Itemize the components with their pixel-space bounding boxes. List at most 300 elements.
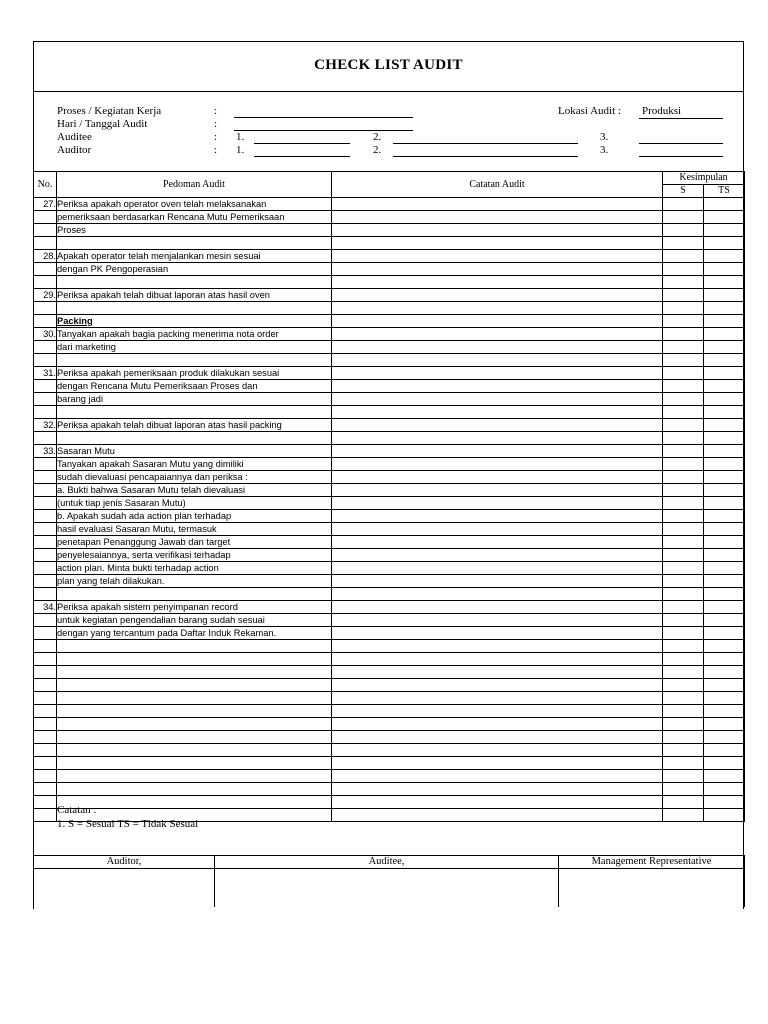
auditor-field-2[interactable] [393, 145, 578, 157]
s-checkbox-cell[interactable] [663, 770, 704, 783]
s-checkbox-cell[interactable] [663, 796, 704, 809]
ts-checkbox-cell[interactable] [704, 250, 745, 263]
ts-checkbox-cell[interactable] [704, 809, 745, 822]
auditee-field-3[interactable] [639, 132, 723, 144]
s-checkbox-cell[interactable] [663, 419, 704, 432]
ts-checkbox-cell[interactable] [704, 302, 745, 315]
pedoman-cell [57, 705, 332, 718]
ts-checkbox-cell[interactable] [704, 783, 745, 796]
pedoman-cell: Periksa apakah telah dibuat laporan atas hasil packing [57, 419, 332, 432]
catatan-cell[interactable] [332, 458, 663, 471]
s-checkbox-cell[interactable] [663, 276, 704, 289]
auditor-field-3[interactable] [639, 145, 723, 157]
catatan-cell[interactable] [332, 523, 663, 536]
ts-checkbox-cell[interactable] [704, 445, 745, 458]
row-number: 34. [34, 601, 57, 614]
catatan-cell[interactable] [332, 718, 663, 731]
s-checkbox-cell[interactable] [663, 536, 704, 549]
table-row [34, 588, 745, 601]
ts-checkbox-cell[interactable] [704, 276, 745, 289]
catatan-cell[interactable] [332, 302, 663, 315]
audit-checklist-page [33, 41, 744, 921]
s-checkbox-cell[interactable] [663, 757, 704, 770]
hari-field[interactable] [234, 119, 413, 131]
pedoman-cell: Tanyakan apakah bagia packing menerima nota order [57, 328, 332, 341]
signature-table [33, 855, 745, 907]
auditee-label: Auditee [57, 131, 92, 143]
row-number: 28. [34, 250, 57, 263]
s-checkbox-cell[interactable] [663, 263, 704, 276]
s-checkbox-cell[interactable] [663, 679, 704, 692]
table-row [34, 237, 745, 250]
s-checkbox-cell[interactable] [663, 406, 704, 419]
s-checkbox-cell[interactable] [663, 562, 704, 575]
table-row [34, 432, 745, 445]
row-number [34, 224, 57, 237]
pedoman-cell: penyelesaiannya, serta verifikasi terhadap [57, 549, 332, 562]
pedoman-cell [57, 718, 332, 731]
s-checkbox-cell[interactable] [663, 601, 704, 614]
pedoman-cell: Periksa apakah pemeriksaan produk dilakukan sesuai [57, 367, 332, 380]
pedoman-cell [57, 406, 332, 419]
pedoman-cell [57, 692, 332, 705]
pedoman-cell: hasil evaluasi Sasaran Mutu, termasuk [57, 523, 332, 536]
table-row [34, 367, 745, 380]
s-checkbox-cell[interactable] [663, 367, 704, 380]
catatan-cell[interactable] [332, 237, 663, 250]
row-number: 31. [34, 367, 57, 380]
catatan-cell[interactable] [332, 588, 663, 601]
catatan-cell[interactable] [332, 796, 663, 809]
table-row [34, 783, 745, 796]
auditor-num-3: 3. [600, 144, 609, 156]
s-checkbox-cell[interactable] [663, 523, 704, 536]
s-checkbox-cell[interactable] [663, 731, 704, 744]
ts-checkbox-cell[interactable] [704, 796, 745, 809]
catatan-cell[interactable] [332, 640, 663, 653]
row-number: 27. [34, 198, 57, 211]
ts-checkbox-cell[interactable] [704, 770, 745, 783]
row-number: 30. [34, 328, 57, 341]
s-checkbox-cell[interactable] [663, 575, 704, 588]
row-number [34, 341, 57, 354]
catatan-cell[interactable] [332, 380, 663, 393]
header-catatan: Catatan Audit [332, 172, 663, 198]
row-number: 33. [34, 445, 57, 458]
ts-checkbox-cell[interactable] [704, 432, 745, 445]
catatan-cell[interactable] [332, 679, 663, 692]
auditor-num-2: 2. [373, 144, 382, 156]
table-row [34, 198, 745, 211]
catatan-cell[interactable] [332, 445, 663, 458]
catatan-cell[interactable] [332, 809, 663, 822]
catatan-cell[interactable] [332, 627, 663, 640]
ts-checkbox-cell[interactable] [704, 289, 745, 302]
ts-checkbox-cell[interactable] [704, 341, 745, 354]
catatan-cell[interactable] [332, 198, 663, 211]
pedoman-cell [57, 354, 332, 367]
signature-auditee-label: Auditee, [215, 856, 559, 869]
row-number [34, 666, 57, 679]
notes-legend: 1. S = Sesuai TS = Tidak Sesuai [57, 818, 199, 830]
s-checkbox-cell[interactable] [663, 445, 704, 458]
pedoman-cell: a. Bukti bahwa Sasaran Mutu telah dievaluasi [57, 484, 332, 497]
pedoman-cell: sudah dievaluasi pencapaiannya dan periksa : [57, 471, 332, 484]
ts-checkbox-cell[interactable] [704, 263, 745, 276]
s-checkbox-cell[interactable] [663, 328, 704, 341]
s-checkbox-cell[interactable] [663, 484, 704, 497]
pedoman-cell: (untuk tiap jenis Sasaran Mutu) [57, 497, 332, 510]
catatan-cell[interactable] [332, 289, 663, 302]
catatan-cell[interactable] [332, 536, 663, 549]
catatan-cell[interactable] [332, 757, 663, 770]
page-title: CHECK LIST AUDIT [314, 57, 463, 73]
s-checkbox-cell[interactable] [663, 289, 704, 302]
row-number [34, 393, 57, 406]
table-row [34, 510, 745, 523]
row-number [34, 497, 57, 510]
pedoman-cell [57, 796, 332, 809]
auditee-field-1[interactable] [254, 132, 350, 144]
s-checkbox-cell[interactable] [663, 354, 704, 367]
table-row [34, 380, 745, 393]
catatan-cell[interactable] [332, 328, 663, 341]
catatan-cell[interactable] [332, 432, 663, 445]
catatan-cell[interactable] [332, 211, 663, 224]
pedoman-cell: Periksa apakah telah dibuat laporan atas hasil oven [57, 289, 332, 302]
auditor-colon: : [214, 144, 218, 156]
s-checkbox-cell[interactable] [663, 471, 704, 484]
table-row [34, 471, 745, 484]
ts-checkbox-cell[interactable] [704, 588, 745, 601]
ts-checkbox-cell[interactable] [704, 601, 745, 614]
ts-checkbox-cell[interactable] [704, 627, 745, 640]
ts-checkbox-cell[interactable] [704, 354, 745, 367]
catatan-cell[interactable] [332, 744, 663, 757]
row-number [34, 614, 57, 627]
table-row [34, 393, 745, 406]
table-row [34, 692, 745, 705]
s-checkbox-cell[interactable] [663, 341, 704, 354]
proses-colon: : [214, 105, 218, 117]
ts-checkbox-cell[interactable] [704, 562, 745, 575]
signature-auditor-box[interactable] [34, 869, 215, 908]
table-row [34, 575, 745, 588]
table-row [34, 666, 745, 679]
row-number [34, 302, 57, 315]
row-number [34, 211, 57, 224]
ts-checkbox-cell[interactable] [704, 523, 745, 536]
ts-checkbox-cell[interactable] [704, 718, 745, 731]
notes-label: Catatan : [57, 804, 97, 816]
catatan-cell[interactable] [332, 692, 663, 705]
pedoman-cell [57, 237, 332, 250]
row-number [34, 237, 57, 250]
row-number [34, 510, 57, 523]
table-row [34, 445, 745, 458]
row-number [34, 770, 57, 783]
proses-field[interactable] [234, 106, 413, 118]
table-row [34, 770, 745, 783]
pedoman-cell: dengan yang tercantum pada Daftar Induk Rekaman. [57, 627, 332, 640]
row-number [34, 783, 57, 796]
catatan-cell[interactable] [332, 562, 663, 575]
table-row [34, 211, 745, 224]
pedoman-cell: Sasaran Mutu [57, 445, 332, 458]
s-checkbox-cell[interactable] [663, 510, 704, 523]
s-checkbox-cell[interactable] [663, 809, 704, 822]
ts-checkbox-cell[interactable] [704, 614, 745, 627]
pedoman-cell [57, 783, 332, 796]
pedoman-cell: action plan. Minta bukti terhadap action [57, 562, 332, 575]
table-row [34, 614, 745, 627]
row-number [34, 627, 57, 640]
ts-checkbox-cell[interactable] [704, 705, 745, 718]
s-checkbox-cell[interactable] [663, 783, 704, 796]
row-number [34, 744, 57, 757]
pedoman-cell: b. Apakah sudah ada action plan terhadap [57, 510, 332, 523]
s-checkbox-cell[interactable] [663, 549, 704, 562]
pedoman-cell: dengan PK Pengoperasian [57, 263, 332, 276]
signature-auditee-box[interactable] [215, 869, 559, 908]
pedoman-cell: pemeriksaan berdasarkan Rencana Mutu Pemeriksaan [57, 211, 332, 224]
ts-checkbox-cell[interactable] [704, 510, 745, 523]
catatan-cell[interactable] [332, 705, 663, 718]
row-number [34, 809, 57, 822]
s-checkbox-cell[interactable] [663, 614, 704, 627]
catatan-cell[interactable] [332, 393, 663, 406]
ts-checkbox-cell[interactable] [704, 497, 745, 510]
signature-mr-box[interactable] [559, 869, 745, 908]
row-number [34, 536, 57, 549]
ts-checkbox-cell[interactable] [704, 198, 745, 211]
catatan-cell[interactable] [332, 549, 663, 562]
table-row [34, 497, 745, 510]
pedoman-cell [57, 640, 332, 653]
pedoman-cell: barang jadi [57, 393, 332, 406]
ts-checkbox-cell[interactable] [704, 380, 745, 393]
catatan-cell[interactable] [332, 484, 663, 497]
s-checkbox-cell[interactable] [663, 640, 704, 653]
row-number [34, 263, 57, 276]
hari-colon: : [214, 118, 218, 130]
catatan-cell[interactable] [332, 614, 663, 627]
row-number [34, 406, 57, 419]
pedoman-cell [57, 744, 332, 757]
s-checkbox-cell[interactable] [663, 380, 704, 393]
auditee-num-1: 1. [236, 131, 245, 143]
table-row [34, 302, 745, 315]
catatan-cell[interactable] [332, 731, 663, 744]
pedoman-cell: Tanyakan apakah Sasaran Mutu yang dimiliki [57, 458, 332, 471]
header-ts: TS [704, 185, 745, 198]
table-row [34, 679, 745, 692]
catatan-cell[interactable] [332, 341, 663, 354]
catatan-cell[interactable] [332, 419, 663, 432]
catatan-cell[interactable] [332, 315, 663, 328]
row-number [34, 354, 57, 367]
s-checkbox-cell[interactable] [663, 692, 704, 705]
row-number [34, 562, 57, 575]
table-row [34, 289, 745, 302]
s-checkbox-cell[interactable] [663, 250, 704, 263]
table-row [34, 705, 745, 718]
row-number [34, 757, 57, 770]
pedoman-cell [57, 666, 332, 679]
catatan-cell[interactable] [332, 666, 663, 679]
catatan-cell[interactable] [332, 276, 663, 289]
ts-checkbox-cell[interactable] [704, 367, 745, 380]
s-checkbox-cell[interactable] [663, 211, 704, 224]
row-number [34, 640, 57, 653]
row-number [34, 458, 57, 471]
catatan-cell[interactable] [332, 575, 663, 588]
pedoman-cell [57, 757, 332, 770]
checklist-table [33, 171, 745, 822]
row-number [34, 471, 57, 484]
s-checkbox-cell[interactable] [663, 458, 704, 471]
pedoman-cell [57, 276, 332, 289]
table-row [34, 354, 745, 367]
auditor-field-1[interactable] [254, 145, 350, 157]
signature-auditor-label: Auditor, [34, 856, 215, 869]
catatan-cell[interactable] [332, 224, 663, 237]
row-number [34, 692, 57, 705]
s-checkbox-cell[interactable] [663, 393, 704, 406]
ts-checkbox-cell[interactable] [704, 458, 745, 471]
catatan-cell[interactable] [332, 770, 663, 783]
pedoman-cell [57, 432, 332, 445]
auditor-label: Auditor [57, 144, 92, 156]
ts-checkbox-cell[interactable] [704, 679, 745, 692]
s-checkbox-cell[interactable] [663, 666, 704, 679]
ts-checkbox-cell[interactable] [704, 757, 745, 770]
ts-checkbox-cell[interactable] [704, 536, 745, 549]
ts-checkbox-cell[interactable] [704, 211, 745, 224]
s-checkbox-cell[interactable] [663, 237, 704, 250]
ts-checkbox-cell[interactable] [704, 744, 745, 757]
catatan-cell[interactable] [332, 653, 663, 666]
s-checkbox-cell[interactable] [663, 497, 704, 510]
catatan-cell[interactable] [332, 510, 663, 523]
ts-checkbox-cell[interactable] [704, 731, 745, 744]
catatan-cell[interactable] [332, 367, 663, 380]
table-row [34, 458, 745, 471]
table-row [34, 562, 745, 575]
pedoman-cell: Proses [57, 224, 332, 237]
table-row [34, 744, 745, 757]
ts-checkbox-cell[interactable] [704, 666, 745, 679]
row-number [34, 588, 57, 601]
ts-checkbox-cell[interactable] [704, 484, 745, 497]
auditor-num-1: 1. [236, 144, 245, 156]
ts-checkbox-cell[interactable] [704, 315, 745, 328]
table-row [34, 718, 745, 731]
catatan-cell[interactable] [332, 601, 663, 614]
ts-checkbox-cell[interactable] [704, 640, 745, 653]
pedoman-cell: untuk kegiatan pengendalian barang sudah sesuai [57, 614, 332, 627]
ts-checkbox-cell[interactable] [704, 653, 745, 666]
ts-checkbox-cell[interactable] [704, 328, 745, 341]
header-kesimpulan: Kesimpulan [663, 172, 745, 185]
row-number [34, 653, 57, 666]
s-checkbox-cell[interactable] [663, 653, 704, 666]
row-number [34, 380, 57, 393]
row-number [34, 679, 57, 692]
table-row [34, 601, 745, 614]
table-row [34, 315, 745, 328]
table-row [34, 653, 745, 666]
catatan-cell[interactable] [332, 471, 663, 484]
row-number [34, 796, 57, 809]
s-checkbox-cell[interactable] [663, 718, 704, 731]
catatan-cell[interactable] [332, 250, 663, 263]
catatan-cell[interactable] [332, 263, 663, 276]
s-checkbox-cell[interactable] [663, 302, 704, 315]
lokasi-label: Lokasi Audit : [558, 105, 621, 117]
proses-label: Proses / Kegiatan Kerja [57, 105, 162, 117]
ts-checkbox-cell[interactable] [704, 393, 745, 406]
s-checkbox-cell[interactable] [663, 744, 704, 757]
ts-checkbox-cell[interactable] [704, 224, 745, 237]
s-checkbox-cell[interactable] [663, 315, 704, 328]
pedoman-cell [57, 731, 332, 744]
ts-checkbox-cell[interactable] [704, 549, 745, 562]
table-row [34, 523, 745, 536]
table-row [34, 536, 745, 549]
table-row [34, 731, 745, 744]
table-row [34, 419, 745, 432]
table-row [34, 549, 745, 562]
s-checkbox-cell[interactable] [663, 705, 704, 718]
catatan-cell[interactable] [332, 354, 663, 367]
table-row [34, 250, 745, 263]
pedoman-cell [57, 770, 332, 783]
pedoman-cell: dari marketing [57, 341, 332, 354]
s-checkbox-cell[interactable] [663, 198, 704, 211]
pedoman-cell: Periksa apakah operator oven telah melaksanakan [57, 198, 332, 211]
pedoman-cell: Periksa apakah sistem penyimpanan record [57, 601, 332, 614]
row-number [34, 718, 57, 731]
ts-checkbox-cell[interactable] [704, 471, 745, 484]
row-number [34, 276, 57, 289]
s-checkbox-cell[interactable] [663, 432, 704, 445]
table-row [34, 484, 745, 497]
catatan-cell[interactable] [332, 497, 663, 510]
auditee-field-2[interactable] [393, 132, 578, 144]
pedoman-cell [57, 653, 332, 666]
s-checkbox-cell[interactable] [663, 627, 704, 640]
row-number [34, 731, 57, 744]
ts-checkbox-cell[interactable] [704, 237, 745, 250]
table-row [34, 796, 745, 809]
row-number [34, 484, 57, 497]
ts-checkbox-cell[interactable] [704, 692, 745, 705]
catatan-cell[interactable] [332, 406, 663, 419]
ts-checkbox-cell[interactable] [704, 406, 745, 419]
table-row [34, 263, 745, 276]
ts-checkbox-cell[interactable] [704, 419, 745, 432]
row-number: 32. [34, 419, 57, 432]
lokasi-field[interactable] [639, 106, 723, 119]
s-checkbox-cell[interactable] [663, 224, 704, 237]
s-checkbox-cell[interactable] [663, 588, 704, 601]
row-number: 29. [34, 289, 57, 302]
table-row [34, 328, 745, 341]
ts-checkbox-cell[interactable] [704, 575, 745, 588]
pedoman-cell: Apakah operator telah menjalankan mesin sesuai [57, 250, 332, 263]
catatan-cell[interactable] [332, 783, 663, 796]
